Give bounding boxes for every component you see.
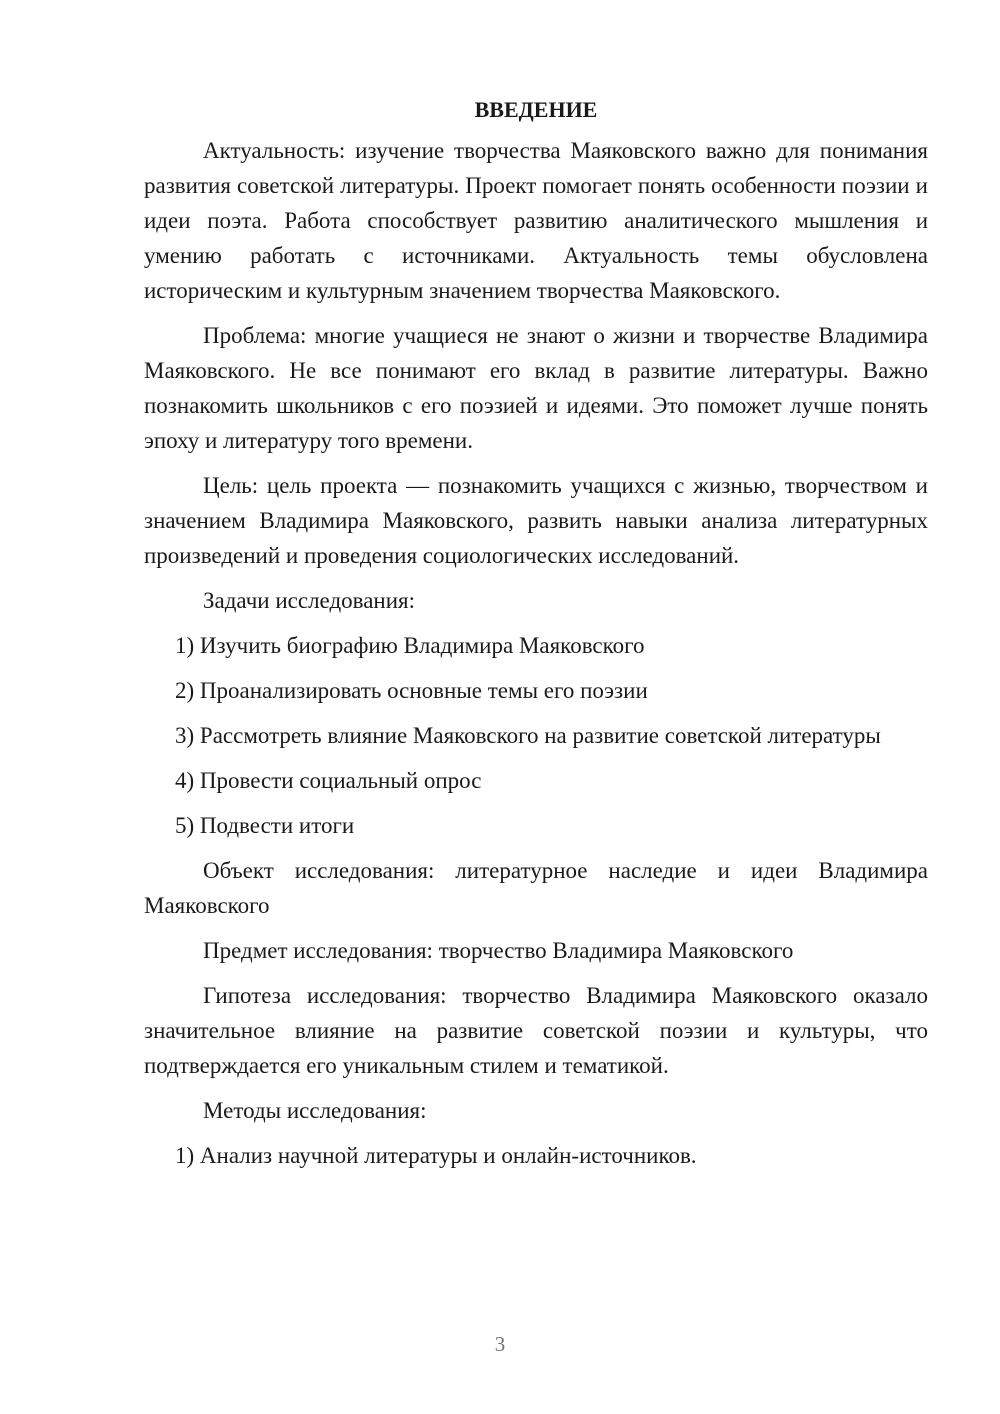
- page-content: [144, 92, 928, 1183]
- page-number: 3: [494, 1332, 506, 1356]
- relevance-paragraph: Актуальность: изучение творчества Маяковского важно для понимания развития советской литературы. Проект помогает понять особенности поэзии и идеи поэта. Работа способствует развитию аналитического мышления и умению работать с источниками. Актуальность темы обусловлена историческим и культурным значением творчества Маяковского.: [144, 138, 928, 303]
- methods-heading: Методы исследования:: [203, 1098, 427, 1123]
- task-item: 3) Рассмотреть влияние Маяковского на развитие советской литературы: [175, 723, 881, 748]
- object-paragraph: Объект исследования: литературное наследие и идеи Владимира Маяковского: [144, 858, 928, 918]
- task-item: 2) Проанализировать основные темы его поэзии: [175, 678, 648, 703]
- subject-paragraph: Предмет исследования: творчество Владимира Маяковского: [203, 938, 794, 963]
- goal-paragraph: Цель: цель проекта — познакомить учащихся с жизнью, творчеством и значением Владимира Маяковского, развить навыки анализа литературных произведений и проведения социологических исследований.: [144, 473, 928, 568]
- task-item: 5) Подвести итоги: [175, 813, 355, 838]
- task-item: 4) Провести социальный опрос: [175, 768, 482, 793]
- problem-paragraph: Проблема: многие учащиеся не знают о жизни и творчестве Владимира Маяковского. Не все понимают его вклад в развитие литературы. Важно познакомить школьников с его поэзией и идеями. Это поможет лучше понять эпоху и литературу того времени.: [144, 323, 928, 453]
- hypothesis-paragraph: Гипотеза исследования: творчество Владимира Маяковского оказало значительное влияние на развитие советской поэзии и культуры, что подтверждается его уникальным стилем и тематикой.: [144, 983, 928, 1078]
- task-item: 1) Изучить биографию Владимира Маяковского: [175, 633, 645, 658]
- page-title: ВВЕДЕНИЕ: [474, 97, 598, 122]
- tasks-heading: Задачи исследования:: [203, 588, 416, 613]
- method-item: 1) Анализ научной литературы и онлайн-источников.: [175, 1143, 697, 1168]
